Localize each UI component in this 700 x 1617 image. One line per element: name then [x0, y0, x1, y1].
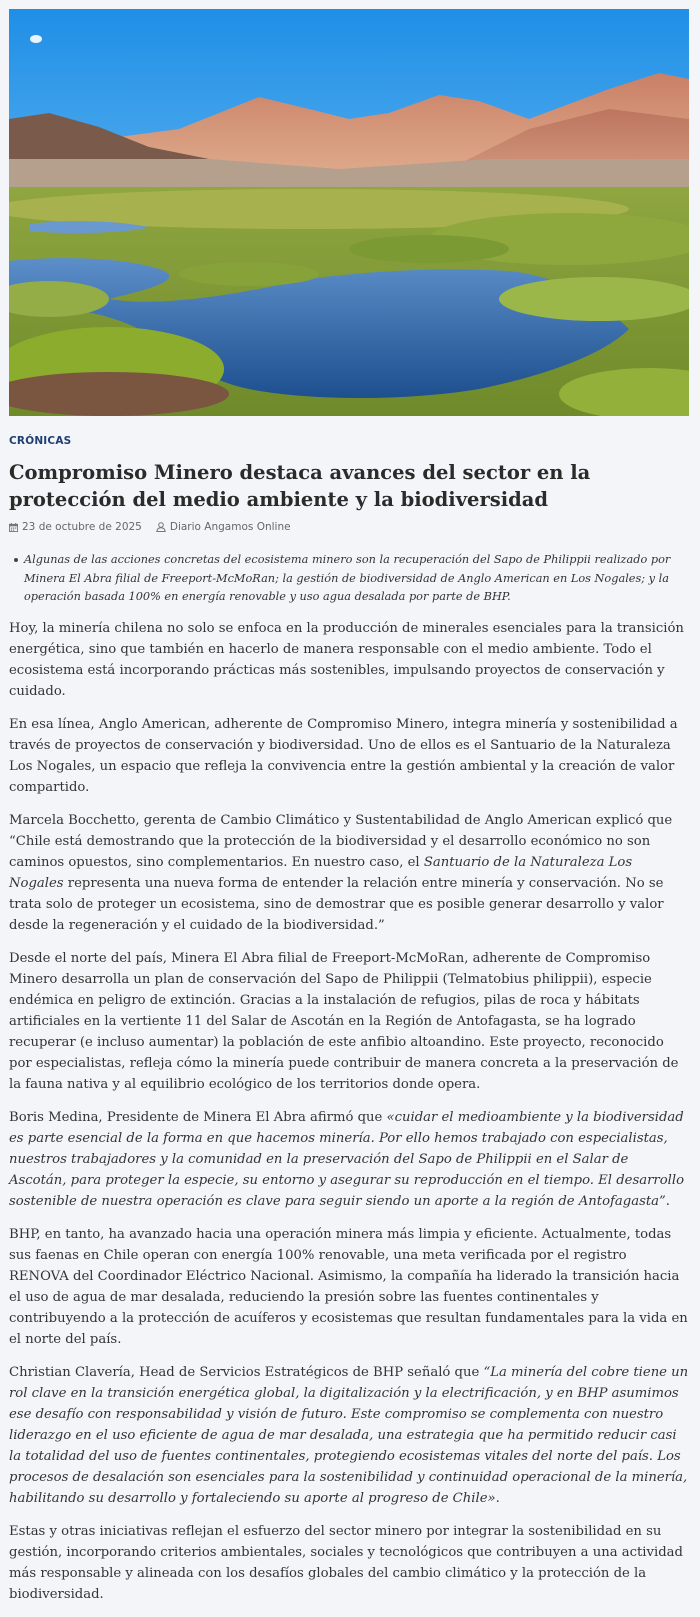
paragraph-1: Hoy, la minería chilena no solo se enfoca en la producción de minerales esenciales para la transición energética, sino que también en hacerlo de manera responsable con el medio ambiente. Todo el ecosistema está incorporando prácticas más sostenibles, impulsando proyectos de conservación y cuidado.	[9, 621, 684, 699]
summary-item: Algunas de las acciones concretas del ecosistema minero son la recuperación del Sapo de Philippii realizado por Minera El Abra filial de Freeport-McMoRan; la gestión de biodiversidad de Anglo American en Los Nogales; y la operación basada 100% en energía renovable y uso agua desalada por parte de BHP.	[14, 551, 690, 607]
paragraph-7-text-a: Christian Clavería, Head de Servicios Estratégicos de BHP señaló que	[9, 1365, 484, 1380]
paragraph-6: BHP, en tanto, ha avanzado hacia una operación minera más limpia y eficiente. Actualmente, todas sus faenas en Chile operan con energía 100% renovable, una meta verificada por el registro RENOVA del Coordinador Eléctrico Nacional. Asimismo, la compañía ha liderado la transición hacia el uso de agua de mar desalada, reduciendo la presión sobre las fuentes continentales y contribuyendo a la protección de acuíferos y ecosistemas que resultan fundamentales para la vida en el norte del país.	[9, 1227, 688, 1347]
medina-quote: «cuidar el medioambiente y la biodiversidad es parte esencial de la forma en que hacemos minería. Por ello hemos trabajado con especialistas, nuestros trabajadores y la comunidad en la preservación del Sapo de Philippii en el Salar de Ascotán, para proteger la especie, su entorno y asegurar su reproducción en el tiempo. El desarrollo sostenible de nuestra operación es clave para seguir siendo un aporte a la región de Antofagasta”.	[9, 1110, 685, 1209]
article-meta	[9, 521, 291, 533]
paragraph-5	[9, 1107, 690, 1212]
article-summary	[14, 551, 690, 607]
sanctuary-name: Santuario de la Naturaleza Los Nogales	[9, 855, 633, 891]
article-headline: Compromiso Minero destaca avances del sector en la protección del medio ambiente y la biodiversidad	[9, 461, 591, 511]
hero-image	[9, 9, 689, 416]
paragraph-7-text-b: .	[495, 1491, 500, 1506]
article-body	[9, 618, 690, 1617]
publish-date: 23 de octubre de 2025	[22, 521, 142, 533]
paragraph-2: En esa línea, Anglo American, adherente de Compromiso Minero, integra minería y sostenibilidad a través de proyectos de conservación y biodiversidad. Uno de ellos es el Santuario de la Naturaleza Los Nogales, un espacio que refleja la convivencia entre la gestión ambiental y la creación de valor compartido.	[9, 717, 678, 795]
paragraph-3-text-b: representa una nueva forma de entender la relación entre minería y conservación. No se trata solo de proteger un ecosistema, sino de demostrar que es posible generar desarrollo y valor desde la regeneración y el cuidado de la biodiversidad.”	[9, 876, 664, 933]
user-icon	[156, 522, 166, 532]
paragraph-7	[9, 1362, 690, 1509]
paragraph-3	[9, 810, 690, 936]
paragraph-5-text-a: Boris Medina, Presidente de Minera El Abra afirmó que	[9, 1110, 387, 1125]
paragraph-4: Desde el norte del país, Minera El Abra filial de Freeport-McMoRan, adherente de Compromiso Minero desarrolla un plan de conservación del Sapo de Philippii (Telmatobius philippii), especie endémica en peligro de extinción. Gracias a la instalación de refugios, pilas de roca y hábitats artificiales en la vertiente 11 del Salar de Ascotán en la Región de Antofagasta, se ha logrado recuperar (e incluso aumentar) la población de este anfibio altoandino. Este proyecto, reconocido por especialistas, refleja cómo la minería puede contribuir de manera concreta a la preservación de la fauna nativa y al equilibrio ecológico de los territorios donde opera.	[9, 951, 679, 1092]
category-label[interactable]: CRÓNICAS	[9, 435, 72, 447]
calendar-icon	[9, 523, 18, 532]
author-name[interactable]: Diario Angamos Online	[169, 521, 291, 533]
paragraph-3-text-a: Marcela Bocchetto, gerenta de Cambio Climático y Sustentabilidad de Anglo American explicó que “Chile está demostrando que la protección de la biodiversidad y el desarrollo económico no son caminos opuestos, sino complementarios. En nuestro caso, el	[9, 813, 673, 870]
paragraph-8: Estas y otras iniciativas reflejan el esfuerzo del sector minero por integrar la sostenibilidad en su gestión, incorporando criterios ambientales, sociales y tecnológicos que contribuyen a una actividad más responsable y alineada con los desafíos globales del cambio climático y la protección de la biodiversidad.	[9, 1524, 683, 1602]
claveria-quote: “La minería del cobre tiene un rol clave en la transición energética global, la digitalización y la electrificación, y en BHP asumimos ese desafío con responsabilidad y visión de futuro. Este compromiso se complementa con nuestro liderazgo en el uso eficiente de agua de mar desalada, una estrategia que ha permitido reducir casi la totalidad del uso de fuentes continentales, protegiendo ecosistemas vitales del norte del país. Los procesos de desalación son esenciales para la sostenibilidad y continuidad operacional de la minería, habilitando su desarrollo y fortaleciendo su aporte al progreso de Chile»	[9, 1365, 689, 1506]
